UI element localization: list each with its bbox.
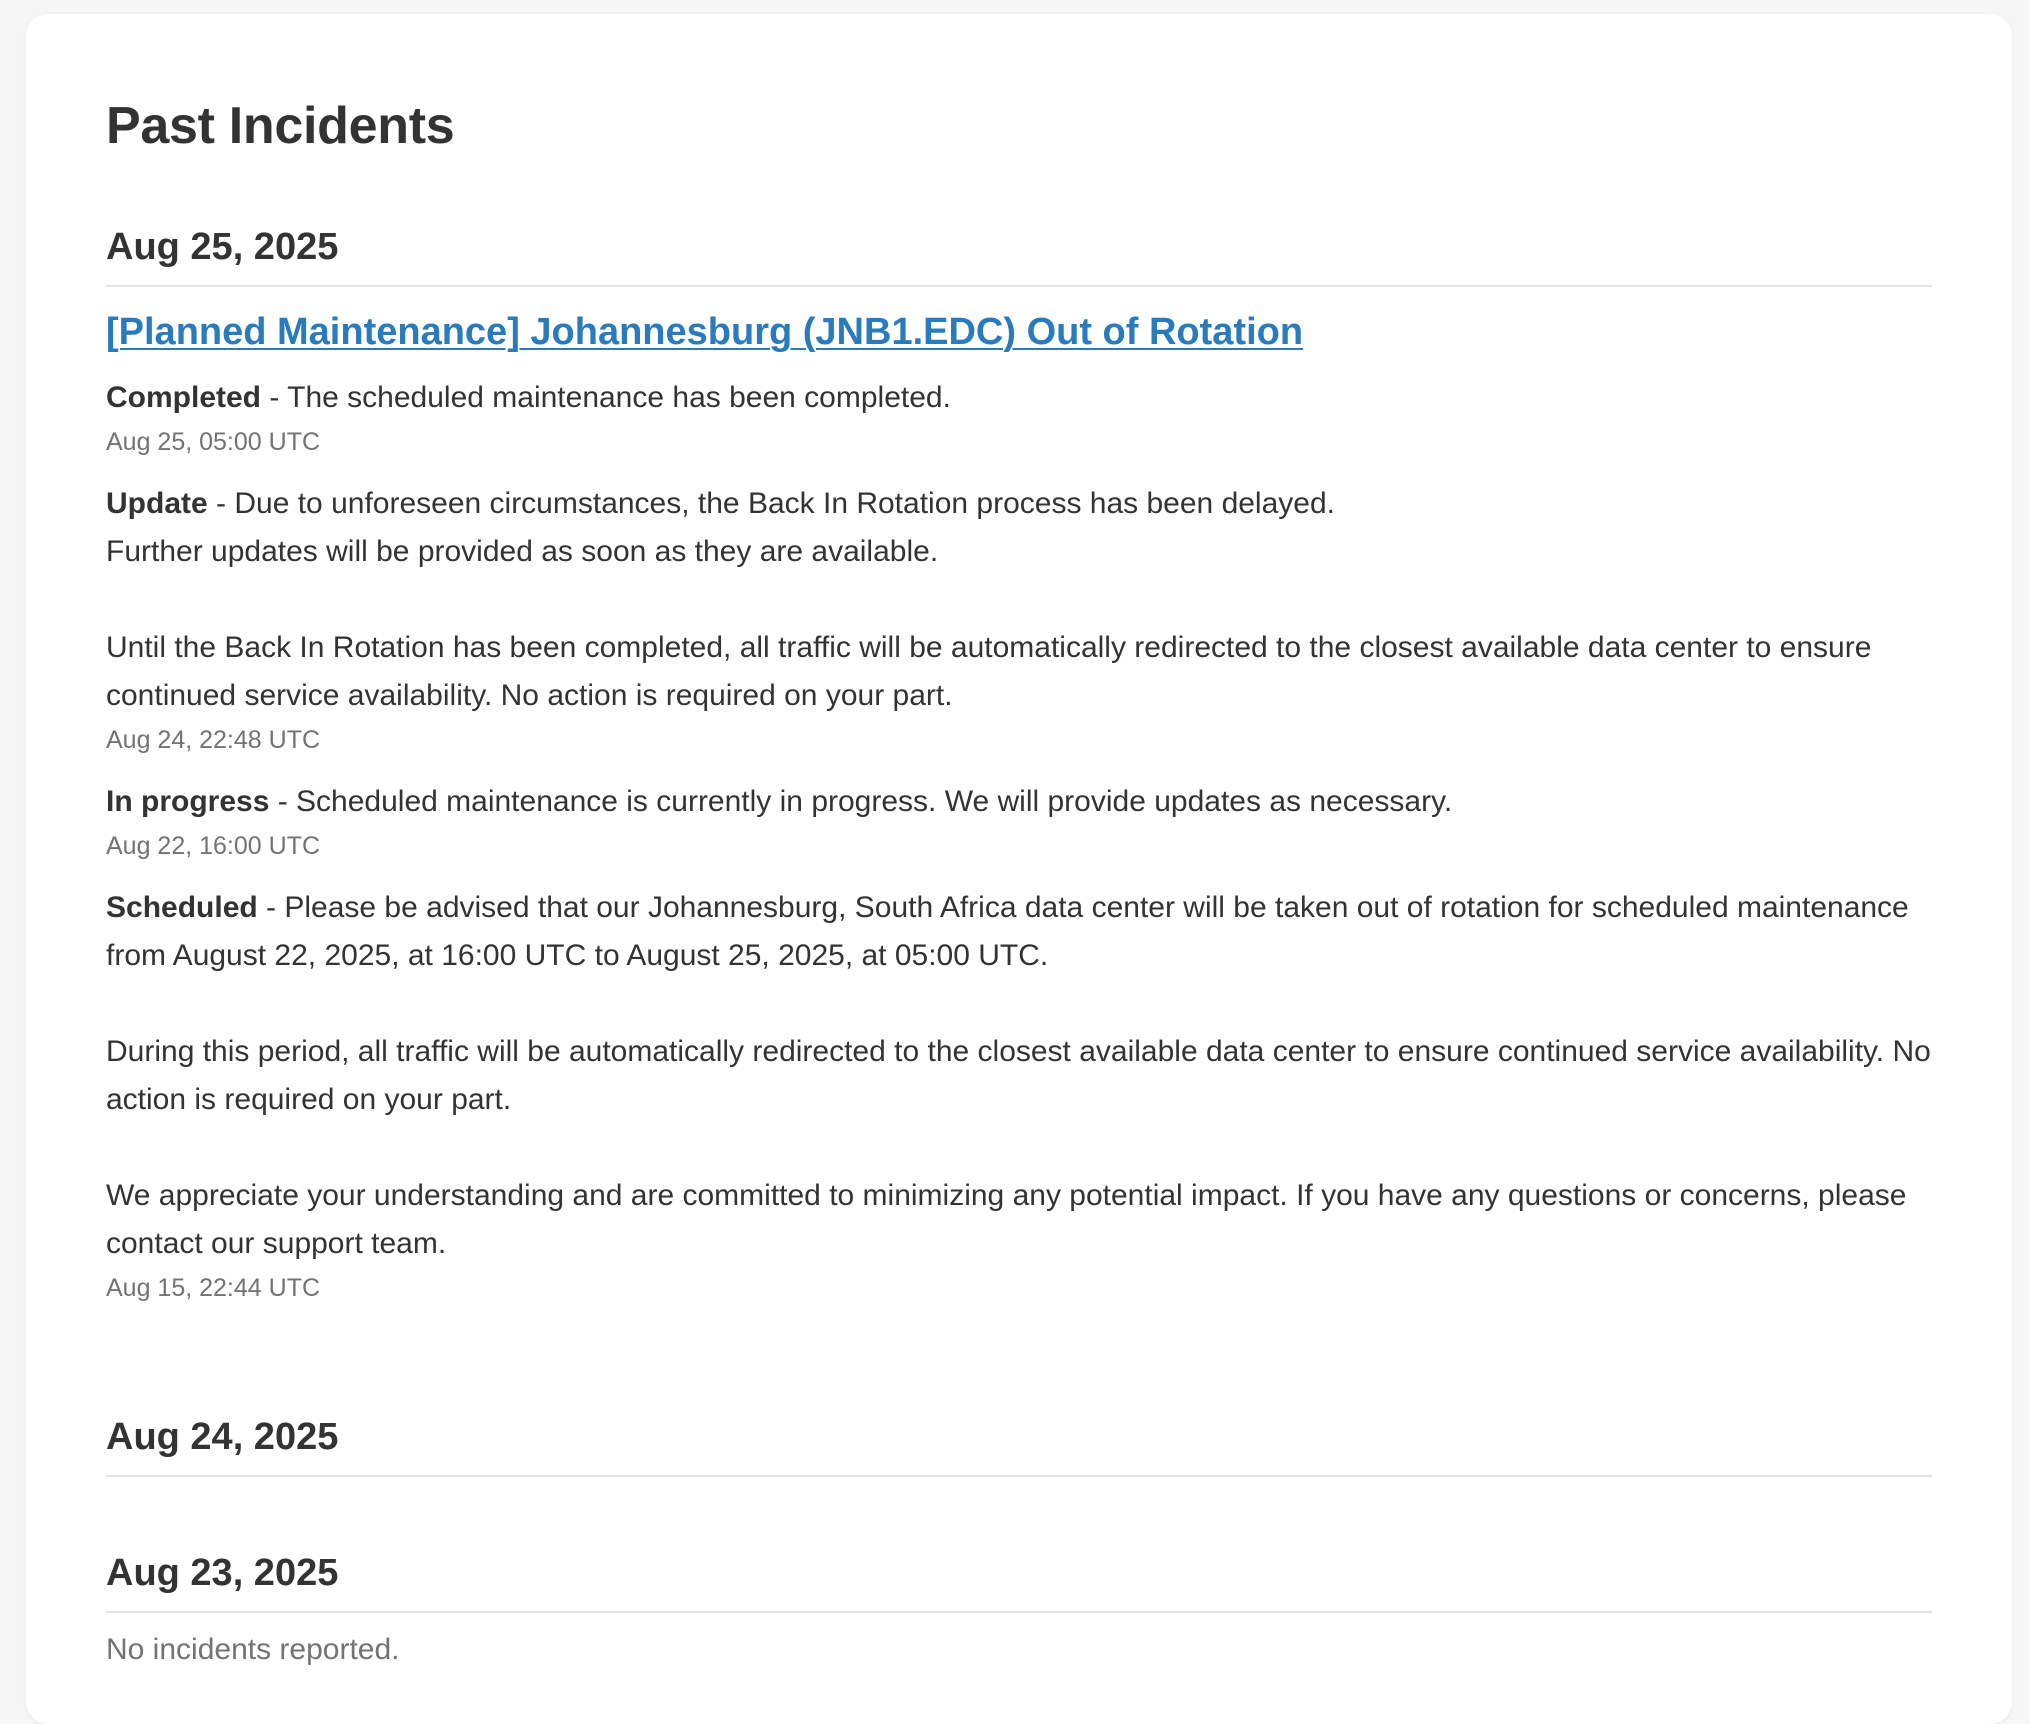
- page-title: Past Incidents: [106, 97, 455, 155]
- update-status: In progress: [106, 785, 270, 818]
- incident-update: [106, 778, 1932, 864]
- incident-update: [106, 884, 1932, 1306]
- update-timestamp: Aug 25, 05:00 UTC: [106, 428, 321, 456]
- update-message: - Scheduled maintenance is currently in progress. We will provide updates as necessary.: [269, 785, 1453, 818]
- incident-update: [106, 480, 1932, 758]
- day-heading: Aug 24, 2025: [106, 1416, 1932, 1477]
- day-section: [106, 1552, 1932, 1667]
- update-status: Scheduled: [106, 891, 258, 924]
- update-message: - Due to unforeseen circumstances, the Back In Rotation process has been delayed. Further updates will be provided as soon as they are available. Until the Back In Rotation has been completed, all traffic will be automatically redirected to the closest available data center to ensure continued service availability. No action is required on your part.: [106, 487, 1872, 712]
- update-message: - The scheduled maintenance has been completed.: [261, 381, 951, 414]
- update-status: Update: [106, 487, 208, 520]
- incidents-card: [26, 14, 2012, 1724]
- update-timestamp: Aug 22, 16:00 UTC: [106, 832, 321, 860]
- incident-title-link[interactable]: [Planned Maintenance] Johannesburg (JNB1.EDC) Out of Rotation: [106, 311, 1304, 353]
- no-incidents-message: No incidents reported.: [106, 1633, 400, 1666]
- update-body: [106, 884, 1932, 1268]
- incident-update: [106, 374, 1932, 460]
- update-timestamp: Aug 24, 22:48 UTC: [106, 726, 321, 754]
- day-section: [106, 1416, 1932, 1477]
- update-message: - Please be advised that our Johannesburg, South Africa data center will be taken out of rotation for scheduled maintenance from August 22, 2025, at 16:00 UTC to August 25, 2025, at 05:00 UTC. During this period, all traffic will be automatically redirected to the closest available data center to ensure continued service availability. No action is required on your part. We appreciate your understanding and are committed to minimizing any potential impact. If you have any questions or concerns, please contact our support team.: [106, 891, 1931, 1260]
- update-timestamp: Aug 15, 22:44 UTC: [106, 1274, 321, 1302]
- update-status: Completed: [106, 381, 262, 414]
- day-heading: Aug 25, 2025: [106, 226, 1932, 287]
- update-body: [106, 374, 1932, 422]
- day-heading: Aug 23, 2025: [106, 1552, 1932, 1613]
- day-section: [106, 226, 1932, 1306]
- update-body: [106, 778, 1932, 826]
- update-body: [106, 480, 1932, 720]
